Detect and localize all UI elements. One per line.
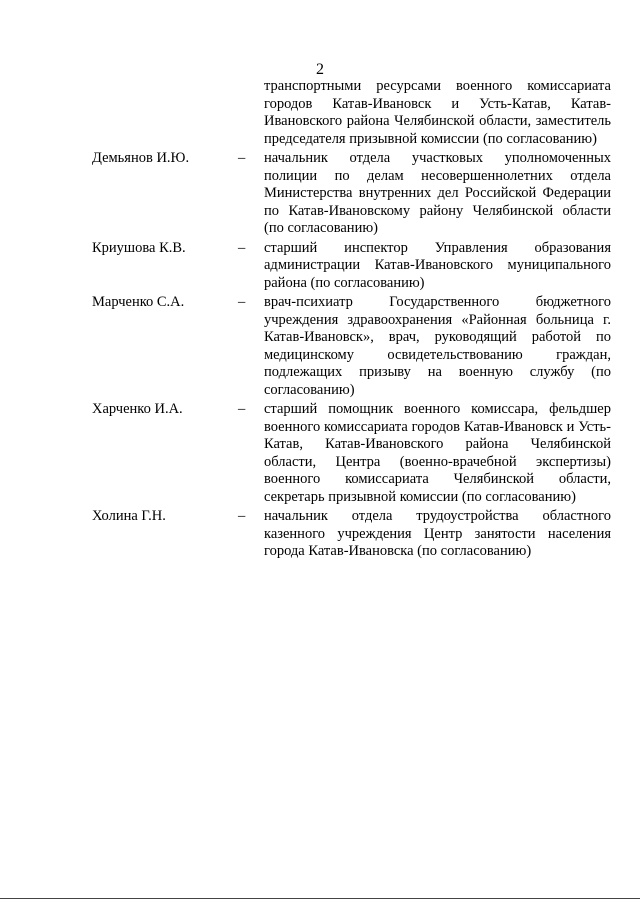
member-description: врач-психиатр Государственного бюджетного учреждения здравоохранения «Районная больница г. Катав-Ивановск», врач, руководящий работой по медицинскому освидетельствованию граждан, подлежащих призыву на военную службу (по согласованию) [264,294,611,398]
member-description: старший помощник военного комиссара, фельдшер военного комиссариата городов Катав-Ивановск и Усть-Катав, Катав-Ивановского района Челябинской области, Центра (военно-врачебной экспертизы) военного комиссариата Челябинской области, секретарь призывной комиссии (по согласованию) [264,401,611,505]
member-dash: – [238,508,246,524]
member-description: начальник отдела участковых уполномоченных полиции по делам несовершеннолетних отдела Министерства внутренних дел Российской Федерации по Катав-Ивановскому району Челябинской области (по согласованию) [264,150,611,236]
member-name: Марченко С.А. [92,294,185,310]
member-dash: – [238,294,246,310]
page-number: 2 [316,61,324,78]
member-entry [0,294,640,399]
page-bottom-divider [0,898,640,899]
member-dash: – [238,239,246,256]
member-name: Харченко И.А. [92,401,183,417]
member-entry [0,150,640,238]
member-name: Холина Г.Н. [92,508,166,524]
member-entry [0,240,640,293]
commission-members-list [0,78,640,563]
member-name: Криушова К.В. [92,239,186,256]
member-dash: – [238,401,246,417]
member-dash: – [238,150,246,166]
member-description: транспортными ресурсами военного комиссариата городов Катав-Ивановск и Усть-Катав, Катав-Ивановского района Челябинской области, заместитель председателя призывной комиссии (по согласованию) [264,78,611,147]
member-description: старший инспектор Управления образования администрации Катав-Ивановского муниципального района (по согласованию) [264,239,611,291]
member-name: Демьянов И.Ю. [92,150,190,166]
member-entry [0,508,640,561]
member-entry-continuation [0,78,640,148]
member-description: начальник отдела трудоустройства областного казенного учреждения Центр занятости населения города Катав-Ивановска (по согласованию) [264,508,611,559]
member-entry [0,401,640,506]
